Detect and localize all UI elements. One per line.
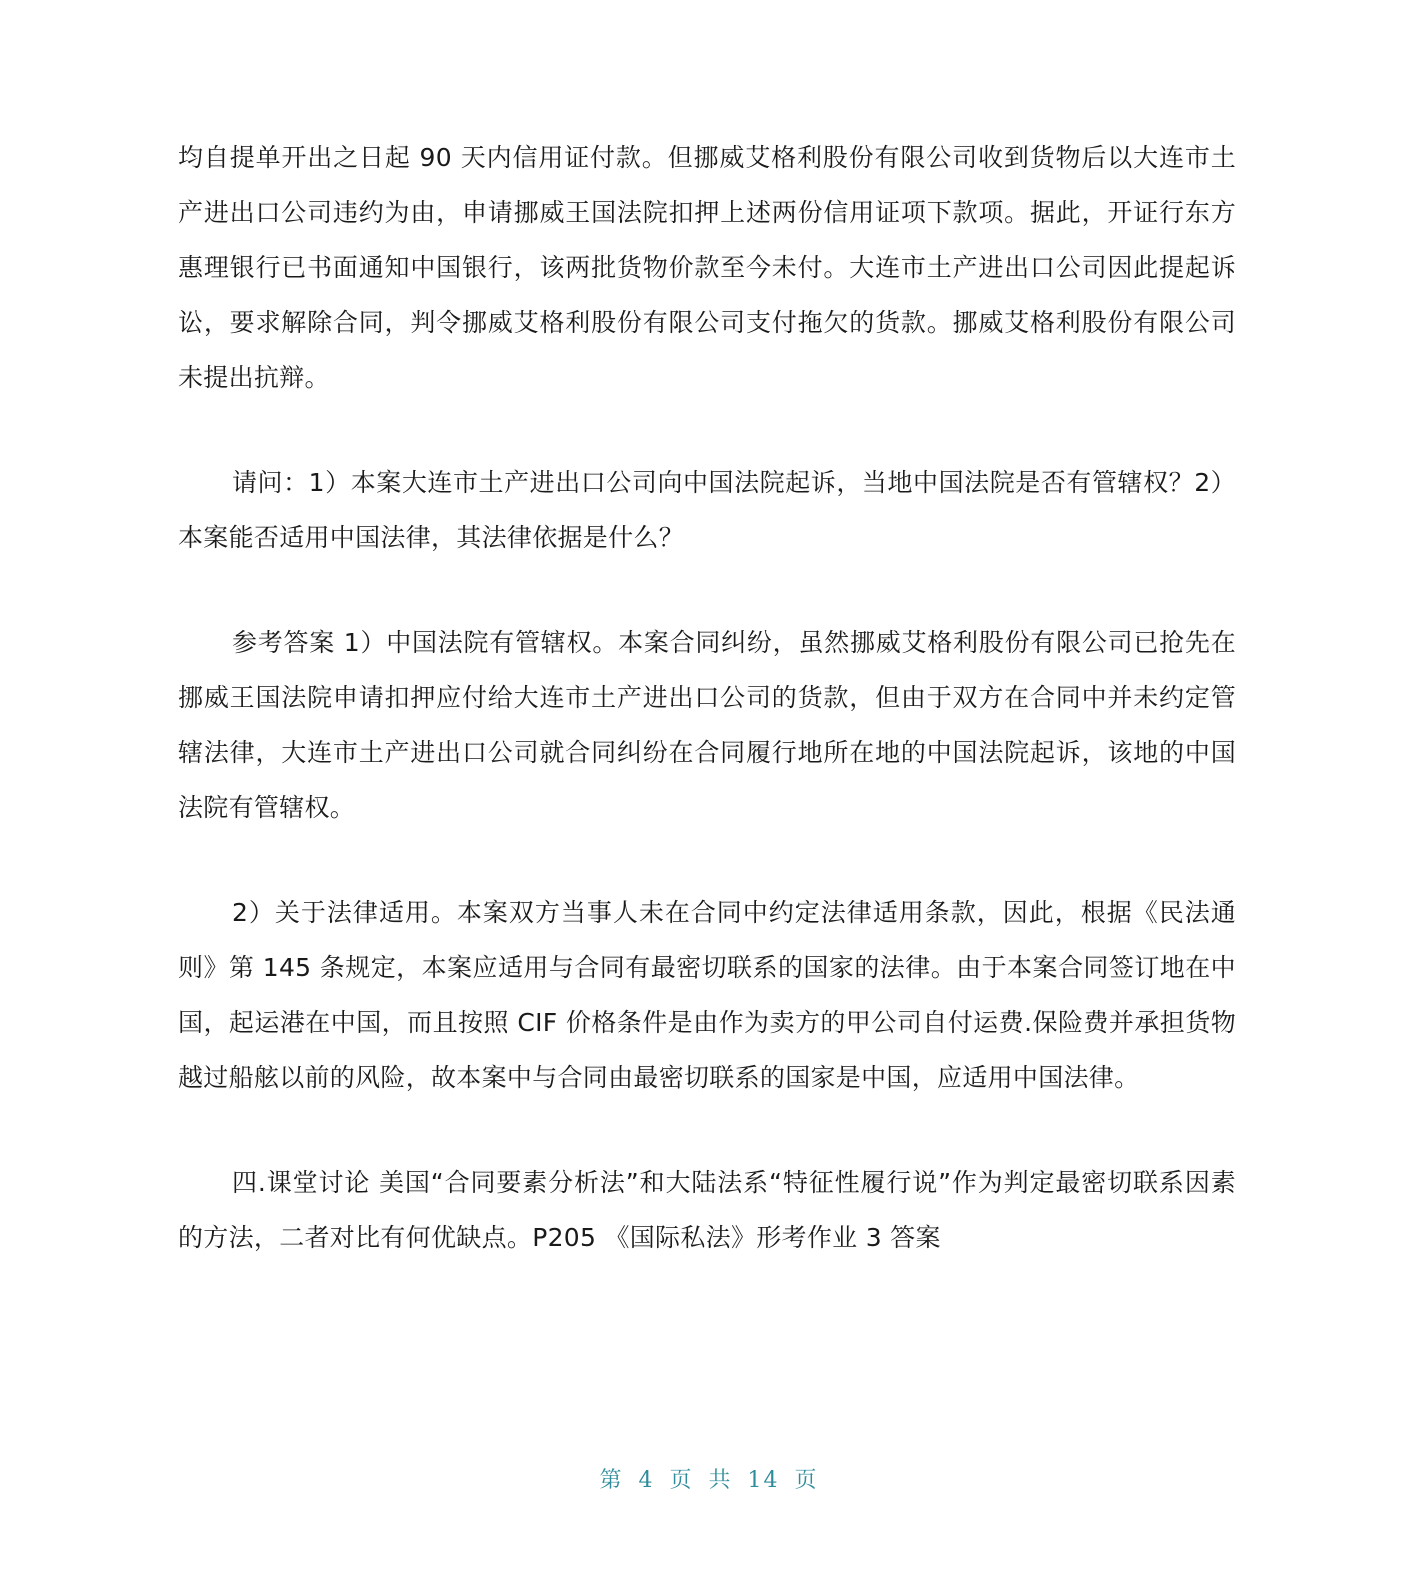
page-number-footer: 第 4 页 共 14 页 [599, 1468, 819, 1493]
paragraph-questions: 请问：1）本案大连市土产进出口公司向中国法院起诉，当地中国法院是否有管辖权？2）本案能否适用中国法律，其法律依据是什么？ [178, 468, 1236, 552]
paragraph-answer-jurisdiction: 参考答案 1）中国法院有管辖权。本案合同纠纷，虽然挪威艾格利股份有限公司已抢先在挪威王国法院申请扣押应付给大连市土产进出口公司的货款，但由于双方在合同中并未约定管辖法律，大连市土产进出口公司就合同纠纷在合同履行地所在地的中国法院起诉，该地的中国法院有管辖权。 [178, 628, 1236, 822]
paragraph-case-facts: 均自提单开出之日起 90 天内信用证付款。但挪威艾格利股份有限公司收到货物后以大连市土产进出口公司违约为由，申请挪威王国法院扣押上述两份信用证项下款项。据此，开证行东方惠理银行已书面通知中国银行，该两批货物价款至今未付。大连市土产进出口公司因此提起诉讼，要求解除合同，判令挪威艾格利股份有限公司支付拖欠的货款。挪威艾格利股份有限公司未提出抗辩。 [178, 143, 1236, 392]
paragraph-class-discussion: 四.课堂讨论 美国“合同要素分析法”和大陆法系“特征性履行说”作为判定最密切联系因素的方法，二者对比有何优缺点。P205 《国际私法》形考作业 3 答案 [178, 1168, 1236, 1252]
paragraph-answer-applicable-law: 2）关于法律适用。本案双方当事人未在合同中约定法律适用条款，因此，根据《民法通则》第 145 条规定，本案应适用与合同有最密切联系的国家的法律。由于本案合同签订地在中国，起运港在中国，而且按照 CIF 价格条件是由作为卖方的甲公司自付运费.保险费并承担货物越过船舷以前的风险，故本案中与合同由最密切联系的国家是中国，应适用中国法律。 [178, 898, 1236, 1092]
document-body [178, 130, 1236, 1265]
